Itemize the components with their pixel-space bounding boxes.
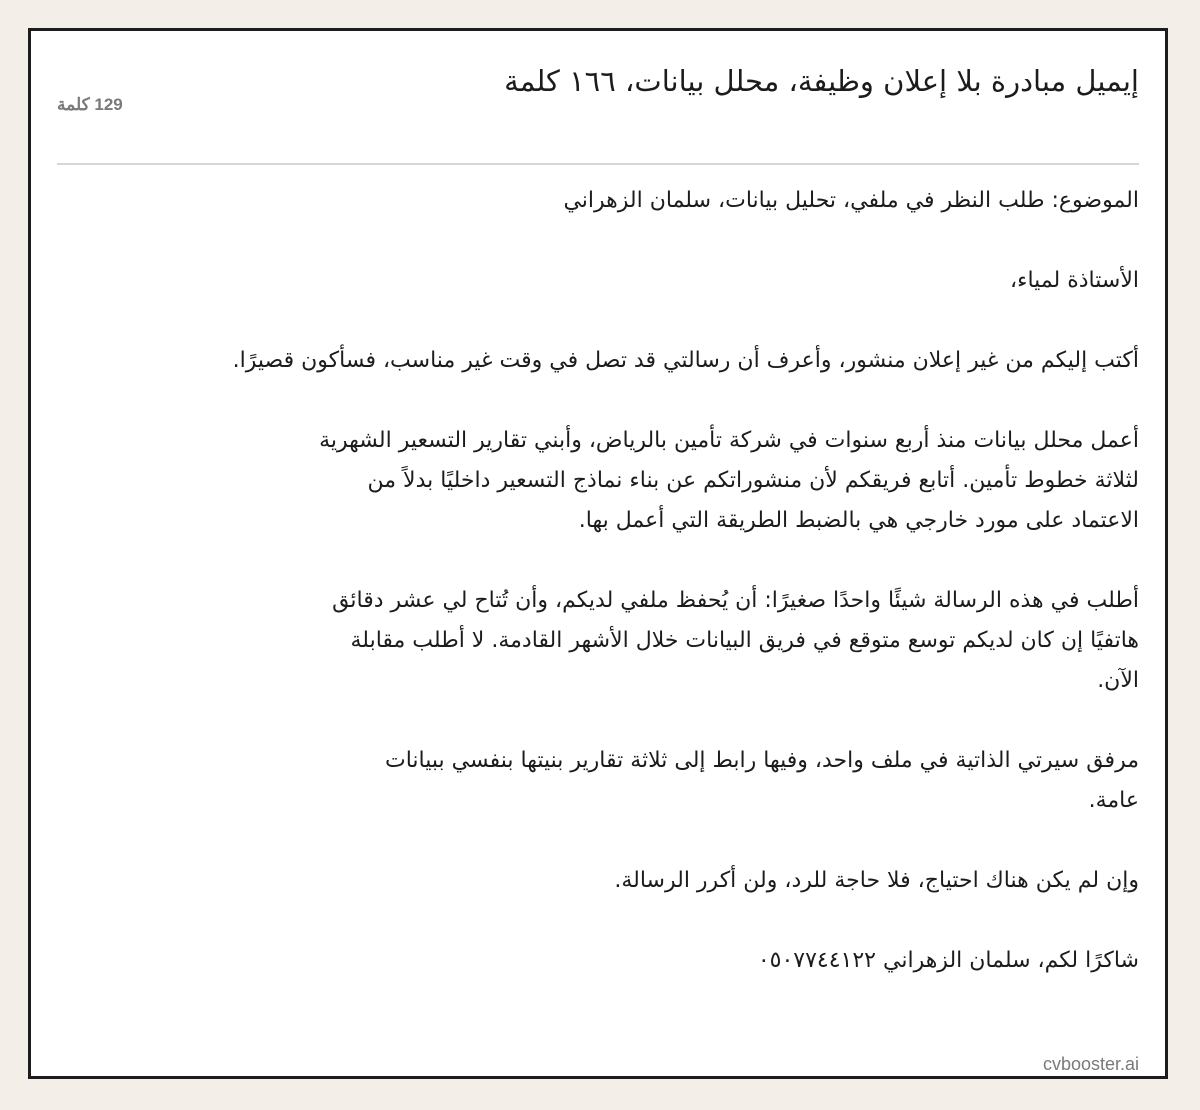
email-paragraph: وإن لم يكن هناك احتياج، فلا حاجة للرد، ولن أكرر الرسالة. <box>614 868 1139 893</box>
email-body <box>139 181 1139 1021</box>
email-card <box>28 28 1168 1079</box>
card-header <box>57 59 1139 165</box>
email-paragraph: مرفق سيرتي الذاتية في ملف واحد، وفيها رابط إلى ثلاثة تقارير بنيتها بنفسي ببيانات عامة. <box>385 748 1139 813</box>
email-paragraph: أعمل محلل بيانات منذ أربع سنوات في شركة تأمين بالرياض، وأبني تقارير التسعير الشهرية لثلاثة خطوط تأمين. أتابع فريقكم لأن منشوراتكم عن بناء نماذج التسعير داخليًا بدلاً من الاعتماد على مورد خارجي هي بالضبط الطريقة التي أعمل بها. <box>319 428 1139 533</box>
email-subject: الموضوع: طلب النظر في ملفي، تحليل بيانات، سلمان الزهراني <box>563 188 1139 213</box>
page-title: إيميل مبادرة بلا إعلان وظيفة، محلل بيانات، ١٦٦ كلمة <box>504 64 1139 98</box>
email-paragraph: أطلب في هذه الرسالة شيئًا واحدًا صغيرًا: أن يُحفظ ملفي لديكم، وأن تُتاح لي عشر دقائق هاتفيًا إن كان لديكم توسع متوقع في فريق البيانات خلال الأشهر القادمة. لا أطلب مقابلة الآن. <box>332 588 1139 693</box>
email-paragraph: أكتب إليكم من غير إعلان منشور، وأعرف أن رسالتي قد تصل في وقت غير مناسب، فسأكون قصيرًا. <box>232 348 1139 373</box>
email-signature: شاكرًا لكم، سلمان الزهراني ٠٥٠٧٧٤٤١٢٢ <box>757 948 1139 973</box>
word-count-badge: 129 كلمة <box>57 95 123 114</box>
email-greeting: الأستاذة لمياء، <box>1010 268 1139 293</box>
brand-watermark: cvbooster.ai <box>1042 1054 1139 1074</box>
